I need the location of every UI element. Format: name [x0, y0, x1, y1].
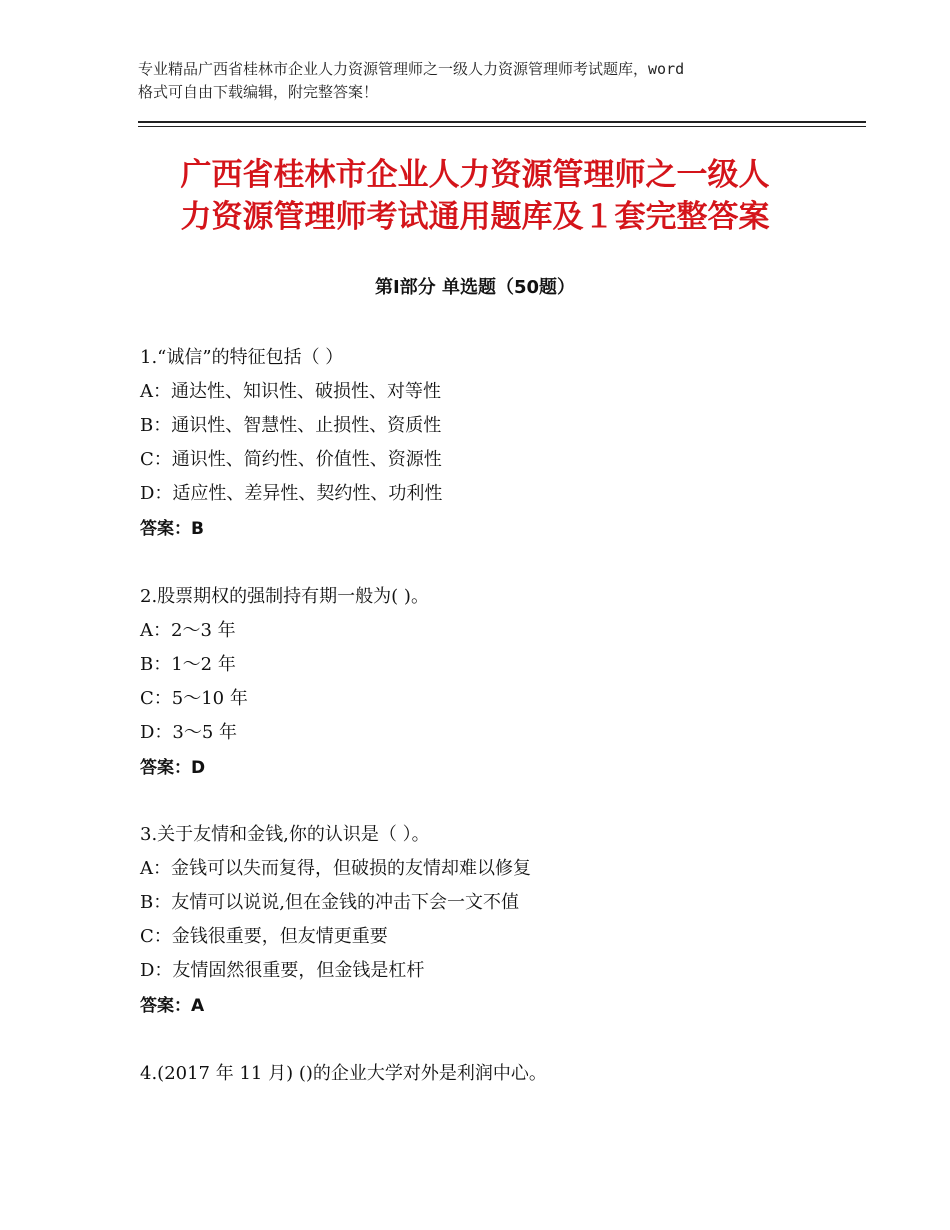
question-option: A：通达性、知识性、破损性、对等性: [140, 381, 441, 402]
header-note-line: 专业精品广西省桂林市企业人力资源管理师之一级人力资源管理师考试题库，word: [138, 60, 685, 78]
question-option: C：金钱很重要，但友情更重要: [140, 926, 388, 947]
header-divider: [138, 121, 866, 123]
question-option: A：2～3 年: [140, 620, 236, 641]
document-title-line: 广西省桂林市企业人力资源管理师之一级人: [180, 157, 770, 193]
question-option: B：通识性、智慧性、止损性、资质性: [140, 415, 442, 436]
question-option: C：5～10 年: [140, 688, 248, 709]
question-option: B：1～2 年: [140, 654, 236, 675]
question-stem: 2.股票期权的强制持有期一般为( )。: [140, 586, 429, 607]
header-note: [138, 58, 828, 104]
question-answer: 答案：B: [140, 519, 204, 539]
question-option: B：友情可以说说,但在金钱的冲击下会一文不值: [140, 892, 519, 913]
question-option: A：金钱可以失而复得，但破损的友情却难以修复: [140, 858, 531, 879]
document-title-line: 力资源管理师考试通用题库及１套完整答案: [180, 199, 770, 235]
section-title: 第Ⅰ部分 单选题（50题）: [374, 277, 575, 298]
document-title: [100, 154, 850, 238]
question-answer: 答案：A: [140, 996, 205, 1016]
question-option: D：适应性、差异性、契约性、功利性: [140, 483, 443, 504]
header-divider-thin: [138, 126, 866, 127]
question-stem: 3.关于友情和金钱,你的认识是（ ）。: [140, 824, 430, 845]
question-option: D：3～5 年: [140, 722, 238, 743]
question-answer: 答案：D: [140, 758, 206, 778]
question-option: C：通识性、简约性、价值性、资源性: [140, 449, 442, 470]
question-stem: 1.“诚信”的特征包括（ ）: [140, 347, 344, 368]
question-option: D：友情固然很重要，但金钱是杠杆: [140, 960, 425, 981]
header-note-line: 格式可自由下载编辑，附完整答案！: [138, 83, 379, 101]
question-stem: 4.(2017 年 11 月) ()的企业大学对外是利润中心。: [140, 1063, 547, 1084]
